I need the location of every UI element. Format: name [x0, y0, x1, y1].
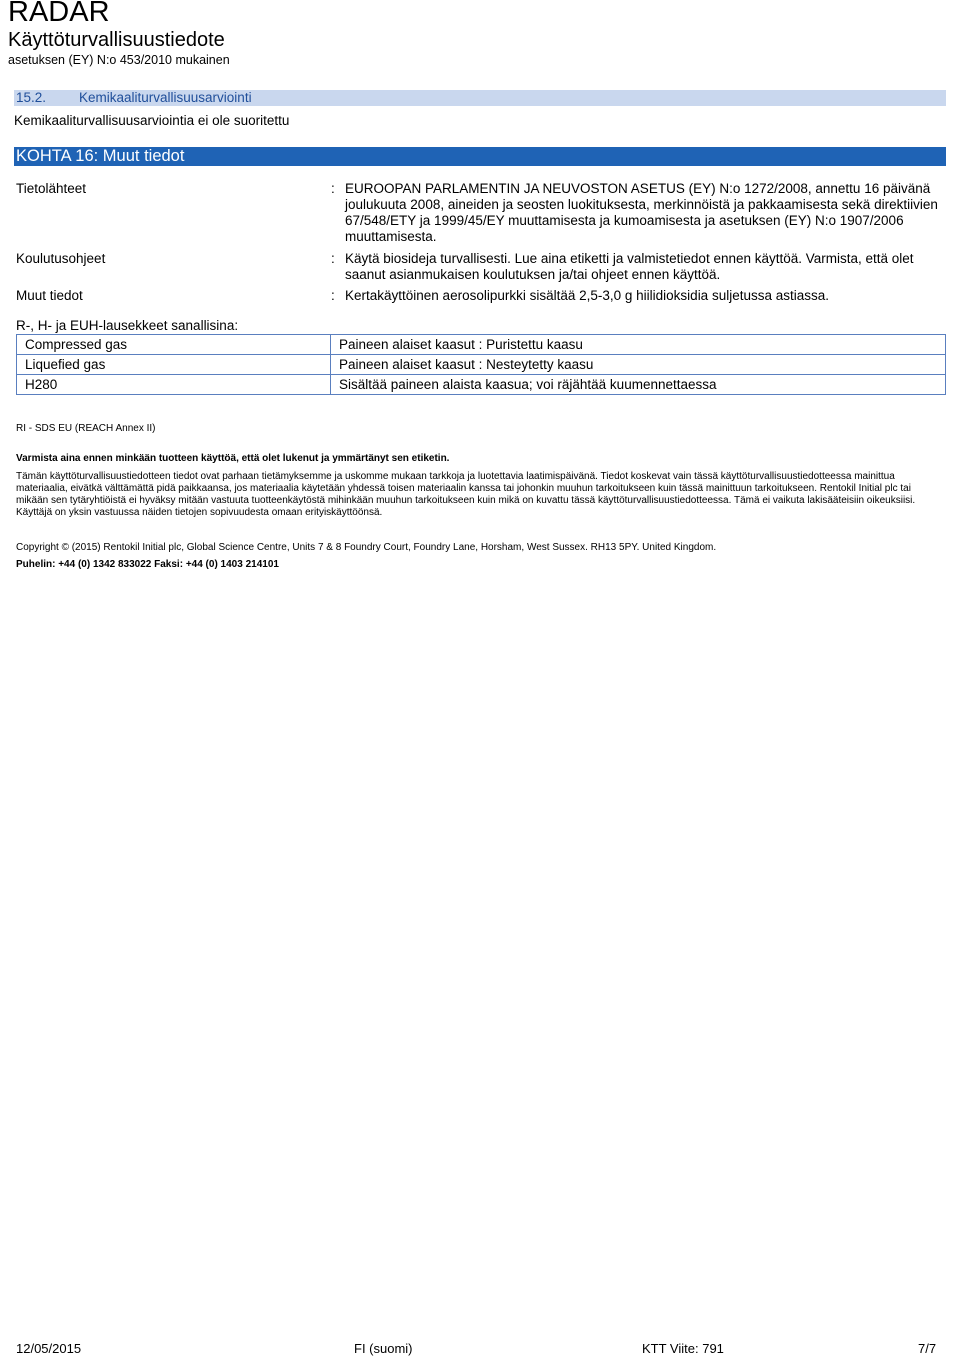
table-row: [17, 355, 946, 375]
section-16-title: KOHTA 16: Muut tiedot: [16, 147, 185, 165]
phrase-text: Sisältää paineen alaista kaasua; voi räjähtää kuumennettaessa: [331, 375, 946, 395]
phrase-text: Paineen alaiset kaasut : Nesteytetty kaasu: [331, 355, 946, 375]
footer-date: 12/05/2015: [16, 1341, 82, 1356]
row-value-other: Kertakäyttöinen aerosolipurkki sisältää 2,5-3,0 g hiilidioksidia suljetussa astiassa.: [345, 288, 830, 303]
document-type: Käyttöturvallisuustiedote: [8, 29, 225, 51]
contact-phone: Puhelin: +44 (0) 1342 833022 Faksi: +44 (0) 1403 214101: [16, 559, 279, 570]
phrase-code: Compressed gas: [17, 335, 331, 355]
row-value-training: Käytä biosideja turvallisesti. Lue aina etiketti ja valmistetiedot ennen käyttöä. Varmista, että olet saanut asianmukaisen koulutuksen ja/tai ohjeet ennen käyttöä.: [345, 251, 914, 282]
row-label-training: Koulutusohjeet: [16, 251, 106, 266]
subsection-title: Kemikaaliturvallisuusarviointi: [79, 90, 252, 105]
row-value-sources: EUROOPAN PARLAMENTIN JA NEUVOSTON ASETUS (EY) N:o 1272/2008, annettu 16 päivänä joulukuuta 2008, aineiden ja seosten luokituksesta, merkinnöistä ja pakkaamisesta sekä direktiivien 67/548/ETY ja 1999/45/EY muuttamisesta ja kumoamisesta ja asetuksen (EY) N:o 1907/2006 muuttamisesta.: [345, 181, 938, 244]
phrase-code: H280: [17, 375, 331, 395]
row-colon: :: [331, 288, 335, 303]
row-colon: :: [331, 251, 335, 266]
regulation-reference: asetuksen (EY) N:o 453/2010 mukainen: [8, 53, 230, 67]
table-row: [17, 375, 946, 395]
phrases-heading: R-, H- ja EUH-lausekkeet sanallisina:: [16, 318, 239, 333]
footer-page-number: 7/7: [918, 1341, 937, 1356]
subsection-header: [14, 90, 946, 106]
phrases-table: [16, 334, 946, 395]
row-label-sources: Tietolähteet: [16, 181, 87, 196]
copyright: Copyright © (2015) Rentokil Initial plc, Global Science Centre, Units 7 & 8 Foundry Court, Foundry Lane, Horsham, West Sussex. RH13 5PY. United Kingdom.: [16, 542, 717, 553]
subsection-number: 15.2.: [16, 90, 47, 105]
footer-language: FI (suomi): [354, 1341, 413, 1356]
phrase-code: Liquefied gas: [17, 355, 331, 375]
label-warning: Varmista aina ennen minkään tuotteen käyttöä, että olet lukenut ja ymmärtänyt sen etiketin.: [16, 453, 450, 464]
section-16-header: [14, 147, 946, 166]
disclaimer: Tämän käyttöturvallisuustiedotteen tiedot ovat parhaan tietämyksemme ja uskomme mukaan tarkkoja ja luotettavia laatimispäivänä. Tiedot koskevat vain tässä käyttöturvallisuustiedotteessa mainittua materiaalia, eivätkä välttämättä pidä paikkaansa, jos materiaalia käytetään yhdessä toisen materiaalin kanssa tai johonkin muuhun tarkoitukseen kuin tässä mainittuun tarkoitukseen. Rentokil Initial plc tai mikään sen tytäryhtiöistä ei hyväksy mitään vastuuta tuotteenkäytöstä mihinkään muuhun tarkoitukseen kuin mikä on kuvattu tässä käyttöturvallisuustiedotteessa. Tämä ei vaikuta lakisääteisiin oikeuksiisi. Käyttäjä on yksin vastuussa näiden tietojen sopivuudesta omaan erityiskäyttöönsä.: [16, 471, 916, 518]
table-row: [17, 335, 946, 355]
row-colon: :: [331, 181, 335, 196]
footer-reference: KTT Viite: 791: [642, 1341, 724, 1356]
row-label-other: Muut tiedot: [16, 288, 83, 303]
sds-format: RI - SDS EU (REACH Annex II): [16, 423, 156, 434]
phrase-text: Paineen alaiset kaasut : Puristettu kaasu: [331, 335, 946, 355]
product-name: RADAR: [8, 0, 110, 28]
subsection-text: Kemikaaliturvallisuusarviointia ei ole suoritettu: [14, 113, 290, 128]
